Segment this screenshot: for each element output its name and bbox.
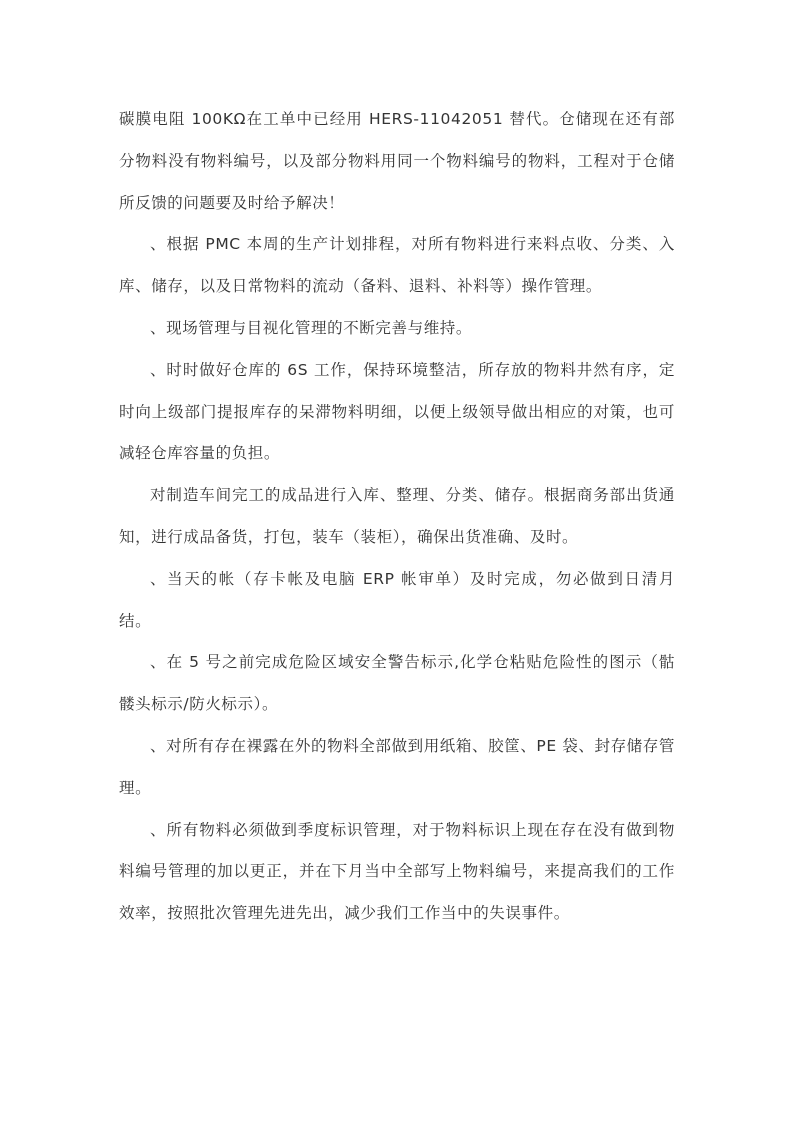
paragraph-2: 、根据 PMC 本周的生产计划排程，对所有物料进行来料点收、分类、入库、储存，以及日常物料的流动（备料、退料、补料等）操作管理。 [119, 235, 675, 296]
paragraph-4: 、时时做好仓库的 6S 工作，保持环境整洁，所存放的物料井然有序，定时向上级部门提报库存的呆滞物料明细，以便上级领导做出相应的对策，也可减轻仓库容量的负担。 [119, 360, 675, 463]
paragraph-3: 、现场管理与目视化管理的不断完善与维持。 [150, 318, 473, 337]
paragraph-9: 、所有物料必须做到季度标识管理，对于物料标识上现在存在没有做到物料编号管理的加以更正，并在下月当中全部写上物料编号，来提高我们的工作效率，按照批次管理先进先出，减少我们工作当中的失误事件。 [119, 820, 675, 923]
paragraph-8: 、对所有存在裸露在外的物料全部做到用纸箱、胶筐、PE 袋、封存储存管理。 [119, 736, 675, 797]
paragraph-1: 碳膜电阻 100KΩ在工单中已经用 HERS-11042051 替代。仓储现在还有部分物料没有物料编号，以及部分物料用同一个物料编号的物料，工程对于仓储所反馈的问题要及时给予解决！ [119, 110, 675, 212]
paragraph-5: 对制造车间完工的成品进行入库、整理、分类、储存。根据商务部出货通知，进行成品备货，打包，装车（装柜），确保出货准确、及时。 [119, 486, 675, 546]
paragraph-7: 、在 5 号之前完成危险区域安全警告标示,化学仓粘贴危险性的图示（骷髅头标示/防火标示）。 [119, 653, 675, 714]
paragraph-6: 、当天的帐（存卡帐及电脑 ERP 帐审单）及时完成，勿必做到日清月结。 [119, 569, 675, 630]
document-body [119, 99, 675, 935]
